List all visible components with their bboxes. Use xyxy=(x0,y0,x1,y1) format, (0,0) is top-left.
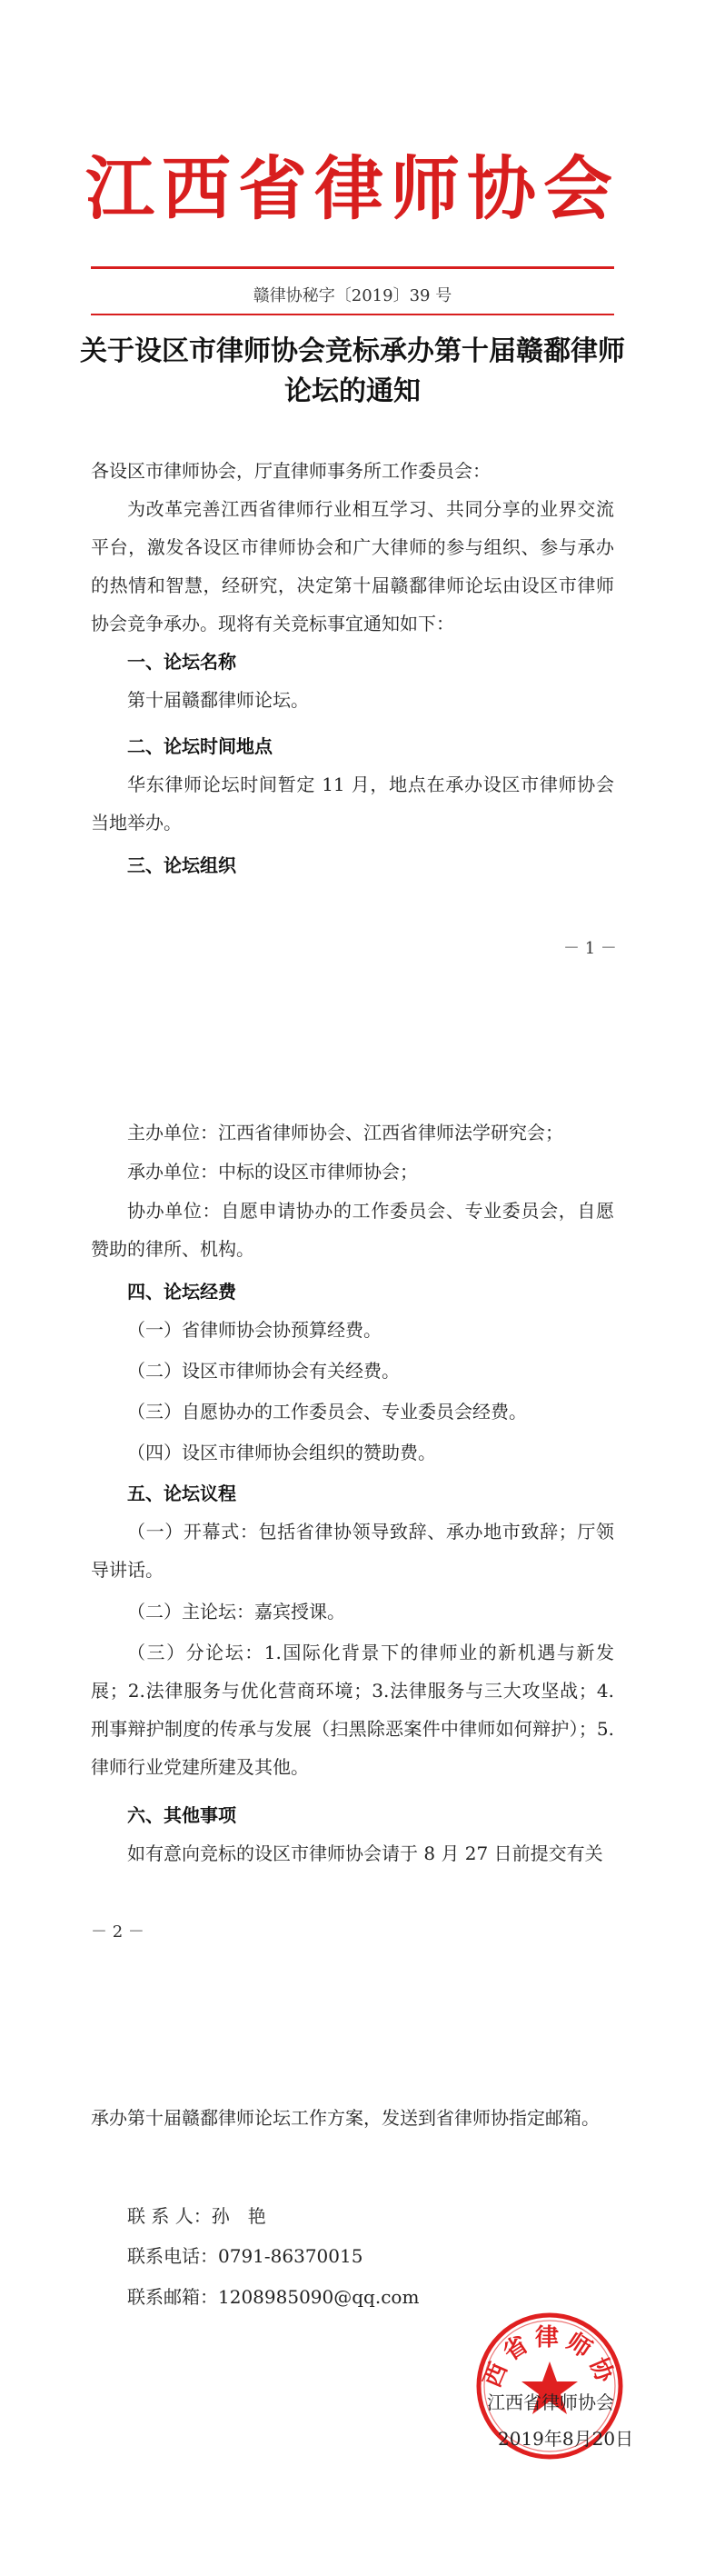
document-title xyxy=(55,332,650,412)
page-number-2: － 2 － xyxy=(91,1922,144,1942)
section-5-item-1: （一）开幕式：包括省律协领导致辞、承办地市致辞；厅领导讲话。 xyxy=(91,1521,614,1581)
section-4-heading: 四、论坛经费 xyxy=(127,1281,236,1303)
salutation: 各设区市律师协会，厅直律师事务所工作委员会： xyxy=(91,460,491,482)
section-5-item-3: （三）分论坛：1.国际化背景下的律师业的新机遇与新发展；2.法律服务与优化营商环境；3.法律服务与三大攻坚战；4.刑事辩护制度的传承与发展（扫黑除恶案件中律师如何辩护）；5.律师行业党建所建及其他。 xyxy=(91,1642,614,1778)
page-number-1: － 1 － xyxy=(563,939,617,958)
section-4-item-3: （三）自愿协办的工作委员会、专业委员会经费。 xyxy=(127,1401,527,1423)
section-6-text-part1: 如有意向竞标的设区市律师协会请于 8 月 27 日前提交有关 xyxy=(127,1842,603,1864)
section-3-coorganizer: 协办单位：自愿申请协办的工作委员会、专业委员会，自愿赞助的律所、机构。 xyxy=(91,1200,614,1260)
section-4-item-2: （二）设区市律师协会有关经费。 xyxy=(127,1360,400,1382)
seal-text: 西省律师协 xyxy=(478,2324,621,2391)
docnumber-divider xyxy=(91,314,614,315)
document-title-line2: 论坛的通知 xyxy=(284,375,421,407)
section-1-text: 第十届赣鄱律师论坛。 xyxy=(127,689,309,711)
section-1-heading: 一、论坛名称 xyxy=(127,651,236,673)
section-3-host: 主办单位：江西省律师协会、江西省律师法学研究会； xyxy=(127,1122,563,1143)
section-6-text-part2: 承办第十届赣鄱律师论坛工作方案，发送到省律师协指定邮箱。 xyxy=(91,2107,600,2129)
section-2-text: 华东律师论坛时间暂定 11 月，地点在承办设区市律师协会当地举办。 xyxy=(91,774,614,834)
section-2-heading: 二、论坛时间地点 xyxy=(127,735,273,757)
signature-date: 2019年8月20日 xyxy=(498,2428,634,2450)
section-3-organizer: 承办单位：中标的设区市律师协会； xyxy=(127,1161,418,1183)
section-3-heading: 三、论坛组织 xyxy=(127,854,236,876)
letterhead-divider xyxy=(91,266,614,269)
contact-person: 联 系 人：孙 艳 xyxy=(127,2205,266,2227)
intro-paragraph: 为改革完善江西省律师行业相互学习、共同分享的业界交流平台，激发各设区市律师协会和广大律师的参与组织、参与承办的热情和智慧，经研究，决定第十届赣鄱律师论坛由设区市律师协会竞争承办。现将有关竞标事宜通知如下： xyxy=(91,498,614,634)
section-4-item-1: （一）省律师协会协预算经费。 xyxy=(127,1319,382,1341)
section-4-item-4: （四）设区市律师协会组织的赞助费。 xyxy=(127,1442,436,1463)
contact-email: 联系邮箱：1208985090@qq.com xyxy=(127,2286,420,2308)
document-title-line1: 关于设区市律师协会竞标承办第十届赣鄱律师 xyxy=(80,335,625,367)
section-6-heading: 六、其他事项 xyxy=(127,1804,236,1826)
signature-organization: 江西省律师协会 xyxy=(487,2391,614,2413)
section-5-item-2: （二）主论坛：嘉宾授课。 xyxy=(127,1601,345,1622)
contact-phone: 联系电话：0791-86370015 xyxy=(127,2245,363,2267)
section-5-heading: 五、论坛议程 xyxy=(127,1483,236,1504)
org-letterhead-title: 江西省律师协会 xyxy=(85,148,620,229)
document-number: 赣律协秘字〔2019〕39 号 xyxy=(253,286,452,305)
